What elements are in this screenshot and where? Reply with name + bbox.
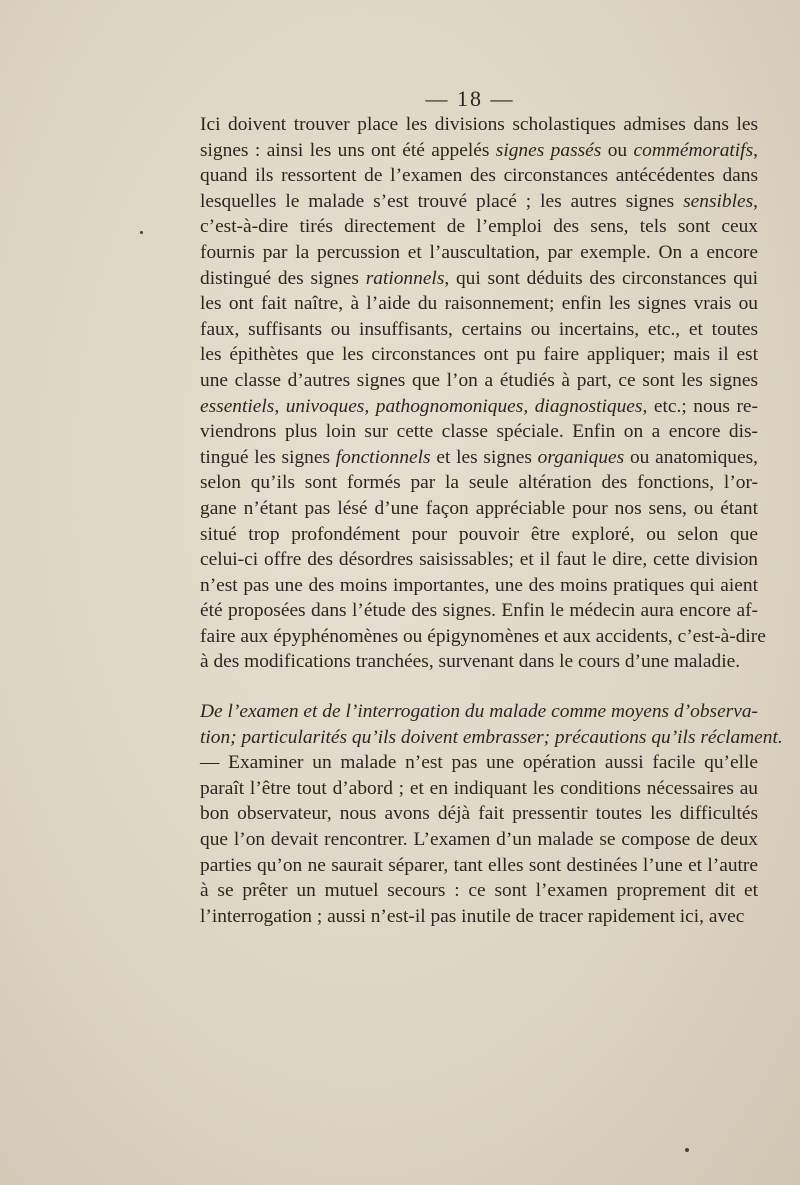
paragraph-examination [174,699,783,929]
text-line: une classe d’autres signes que l’on a étudiés à part, ce sont les signes [200,369,758,391]
text-line: bon observateur, nous avons déjà fait pressentir toutes les difficultés [200,803,758,825]
text-line: essentiels, univoques, pathognomoniques, diagnostiques, etc.; nous re- [200,395,758,417]
text-line: l’interrogation ; aussi n’est-il pas inutile de tracer rapidement ici, avec [200,905,745,927]
text-line: tingué les signes fonctionnels et les signes organiques ou anatomiques, [200,446,758,468]
text-line: De l’examen et de l’interrogation du malade comme moyens d’observa- [200,701,758,723]
text-line: tion; particularités qu’ils doivent embrasser; précautions qu’ils réclament. [200,726,783,748]
text-line: faire aux épyphénomènes ou épigynomènes et aux accidents, c’est-à-dire [200,625,766,647]
text-line: distingué des signes rationnels, qui sont déduits des circonstances qui [200,267,758,289]
paragraph-signs-divisions [174,112,766,675]
text-line: fournis par la percussion et l’auscultation, par exemple. On a encore [200,241,758,263]
page-number: — 18 — [425,86,515,111]
text-line: à se prêter un mutuel secours : ce sont l’examen proprement dit et [200,880,758,902]
text-line: parties qu’on ne saurait séparer, tant elles sont destinées l’une et l’autre [200,854,758,876]
text-line: faux, suffisants ou insuffisants, certains ou incertains, etc., et toutes [200,318,758,340]
text-line: viendrons plus loin sur cette classe spéciale. Enfin on a encore dis- [200,421,758,443]
text-line: c’est-à-dire tirés directement de l’emploi des sens, tels sont ceux [200,216,758,238]
ink-speck [140,231,143,234]
text-line: — Examiner un malade n’est pas une opération aussi facile qu’elle [200,752,758,774]
page-body [174,112,783,929]
text-line: gane n’étant pas lésé d’une façon appréciable pour nos sens, ou étant [200,497,758,519]
text-line: situé trop profondément pour pouvoir être exploré, ou selon que [200,523,758,545]
ink-speck [685,1148,689,1152]
text-line: les ont fait naître, à l’aide du raisonnement; enfin les signes vrais ou [200,293,758,315]
text-line: été proposées dans l’étude des signes. Enfin le médecin aura encore af- [200,600,758,622]
text-line: à des modifications tranchées, survenant dans le cours d’une maladie. [200,651,741,673]
text-line: signes : ainsi les uns ont été appelés signes passés ou commémoratifs, [200,139,758,161]
text-line: celui-ci offre des désordres saisissables; et il faut le dire, cette division [200,549,758,571]
text-line: quand ils ressortent de l’examen des circonstances antécédentes dans [200,165,758,187]
text-line: selon qu’ils sont formés par la seule altération des fonctions, l’or- [200,472,758,494]
text-line: n’est pas une des moins importantes, une des moins pratiques qui aient [200,574,758,596]
text-line: paraît l’être tout d’abord ; et en indiquant les conditions nécessaires au [200,777,758,799]
text-line: lesquelles le malade s’est trouvé placé ; les autres signes sensibles, [200,190,758,212]
text-line: que l’on devait rencontrer. L’examen d’un malade se compose de deux [200,829,758,851]
text-line: les épithètes que les circonstances ont pu faire appliquer; mais il est [200,344,758,366]
text-line: Ici doivent trouver place les divisions scholastiques admises dans les [200,114,758,135]
